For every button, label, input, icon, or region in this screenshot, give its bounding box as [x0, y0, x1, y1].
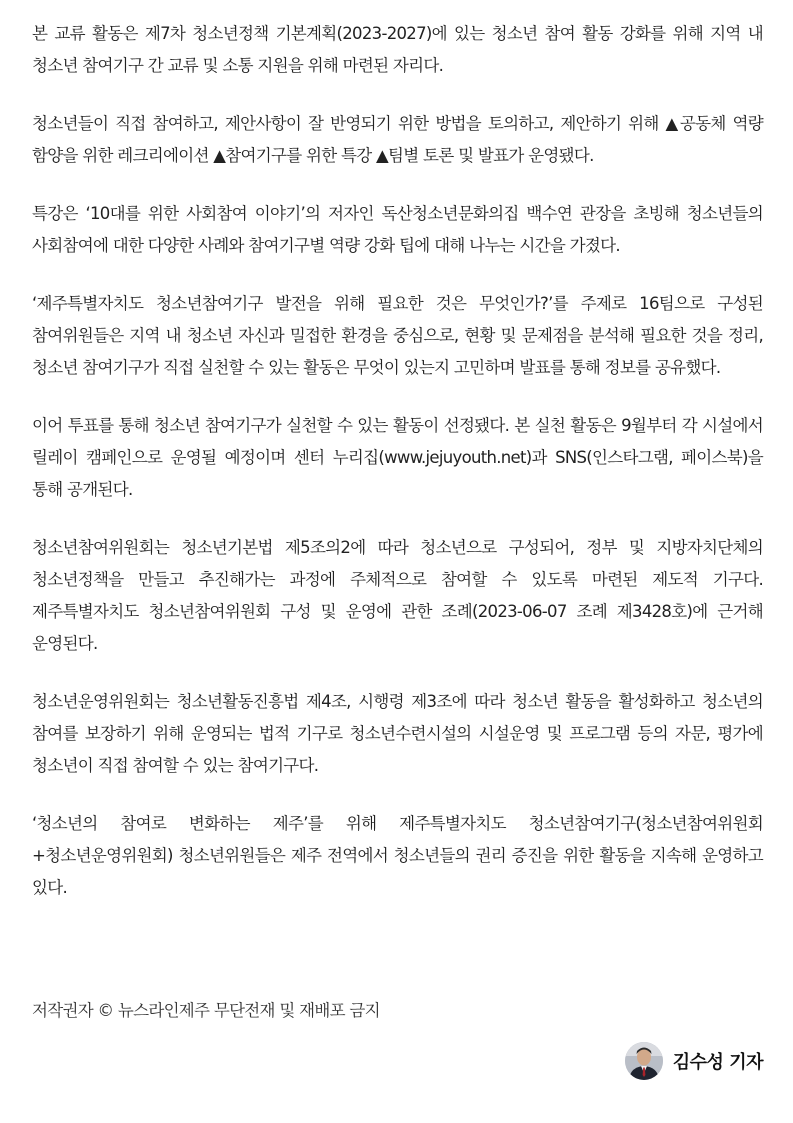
reporter-name[interactable]: 김수성 기자 [672, 1052, 763, 1073]
article-body [32, 18, 763, 930]
article-paragraph: 특강은 ‘10대를 위한 사회참여 이야기’의 저자인 독산청소년문화의집 백수연 관장을 초빙해 청소년들의 사회참여에 대한 다양한 사례와 참여기구별 역량 강화 팁에 대해 나누는 시간을 가졌다. [32, 204, 763, 255]
article-paragraph: ‘제주특별자치도 청소년참여기구 발전을 위해 필요한 것은 무엇인가?’를 주제로 16팀으로 구성된 참여위원들은 지역 내 청소년 자신과 밀접한 환경을 중심으로, 현황 및 문제점을 분석해 필요한 것을 정리, 청소년 참여기구가 직접 실천할 수 있는 활동은 무엇이 있는지 고민하며 발표를 통해 정보를 공유했다. [32, 294, 763, 377]
article-paragraph: 청소년운영위원회는 청소년활동진흥법 제4조, 시행령 제3조에 따라 청소년 활동을 활성화하고 청소년의 참여를 보장하기 위해 운영되는 법적 기구로 청소년수련시설의 시설운영 및 프로그램 등의 자문, 평가에 청소년이 직접 참여할 수 있는 참여기구다. [32, 692, 763, 775]
reporter-avatar [625, 1042, 663, 1080]
reporter-byline[interactable] [625, 1042, 763, 1080]
copyright-notice: 저작권자 © 뉴스라인제주 무단전재 및 재배포 금지 [32, 1001, 380, 1020]
article-paragraph: 이어 투표를 통해 청소년 참여기구가 실천할 수 있는 활동이 선정됐다. 본 실천 활동은 9월부터 각 시설에서 릴레이 캠페인으로 운영될 예정이며 센터 누리집(www.jejuyouth.net)과 SNS(인스타그램, 페이스북)을 통해 공개된다. [32, 416, 763, 499]
article-paragraph: 본 교류 활동은 제7차 청소년정책 기본계획(2023-2027)에 있는 청소년 참여 활동 강화를 위해 지역 내 청소년 참여기구 간 교류 및 소통 지원을 위해 마련된 자리다. [32, 24, 763, 75]
article-paragraph: 청소년참여위원회는 청소년기본법 제5조의2에 따라 청소년으로 구성되어, 정부 및 지방자치단체의 청소년정책을 만들고 추진해가는 과정에 주체적으로 참여할 수 있도록 마련된 제도적 기구다. 제주특별자치도 청소년참여위원회 구성 및 운영에 관한 조례(2023-06-07 조례 제3428호)에 근거해 운영된다. [32, 538, 763, 653]
article-paragraph: ‘청소년의 참여로 변화하는 제주’를 위해 제주특별자치도 청소년참여기구(청소년참여위원회+청소년운영위원회) 청소년위원들은 제주 전역에서 청소년들의 권리 증진을 위한 활동을 지속해 운영하고 있다. [32, 814, 763, 897]
article-paragraph: 청소년들이 직접 참여하고, 제안사항이 잘 반영되기 위한 방법을 토의하고, 제안하기 위해 ▲공동체 역량 함양을 위한 레크리에이션 ▲참여기구를 위한 특강 ▲팀별 토론 및 발표가 운영됐다. [32, 114, 763, 165]
